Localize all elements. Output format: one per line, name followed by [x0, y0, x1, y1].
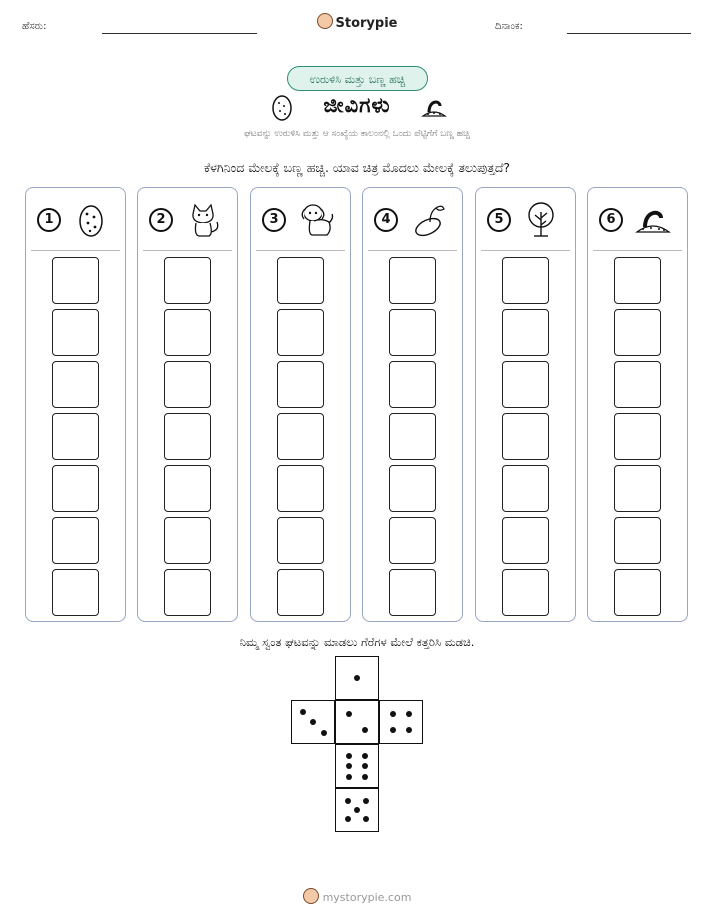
pip: [406, 727, 412, 733]
color-box[interactable]: [164, 569, 211, 616]
pip: [354, 675, 360, 681]
column-6: [587, 187, 688, 622]
color-box[interactable]: [164, 257, 211, 304]
color-box[interactable]: [614, 517, 661, 564]
column-number: 1: [37, 208, 61, 232]
brand-name: Storypie: [335, 16, 398, 31]
column-2: [137, 187, 238, 622]
color-box[interactable]: [502, 361, 549, 408]
page-title: [0, 93, 714, 118]
color-box[interactable]: [277, 361, 324, 408]
pip: [300, 709, 306, 715]
color-box[interactable]: [277, 413, 324, 460]
color-box[interactable]: [52, 309, 99, 356]
color-box[interactable]: [164, 413, 211, 460]
bear-logo-icon: [303, 888, 319, 904]
color-box[interactable]: [614, 413, 661, 460]
pip: [363, 798, 369, 804]
color-box[interactable]: [502, 413, 549, 460]
column-1: [25, 187, 126, 622]
seed-sprout-icon: [408, 200, 448, 240]
color-box[interactable]: [164, 309, 211, 356]
egg-icon: [270, 93, 294, 123]
color-box[interactable]: [502, 257, 549, 304]
color-box[interactable]: [614, 569, 661, 616]
pip: [362, 763, 368, 769]
column-divider: [481, 250, 570, 251]
color-box[interactable]: [614, 465, 661, 512]
pip: [362, 774, 368, 780]
worm-icon: [420, 94, 448, 120]
column-divider: [143, 250, 232, 251]
color-box[interactable]: [614, 309, 661, 356]
pip: [363, 816, 369, 822]
column-number: 4: [374, 208, 398, 232]
column-number: 5: [487, 208, 511, 232]
color-box[interactable]: [164, 517, 211, 564]
color-box[interactable]: [614, 361, 661, 408]
color-box[interactable]: [502, 517, 549, 564]
column-divider: [256, 250, 345, 251]
topic-pill: ಉರುಳಿಸಿ ಮತ್ತು ಬಣ್ಣ ಹಚ್ಚಿ: [287, 66, 428, 91]
name-label: ಹೆಸರು:: [22, 21, 47, 32]
question: ಕೆಳಗಿನಿಂದ ಮೇಲಕ್ಕೆ ಬಣ್ಣ ಹಚ್ಚಿ. ಯಾವ ಚಿತ್ರ ಮೊದಲು ಮೇಲಕ್ಕೆ ತಲುಪುತ್ತದೆ?: [203, 160, 511, 175]
pip: [321, 730, 327, 736]
column-number: 3: [262, 208, 286, 232]
die-face-5: [335, 788, 379, 832]
color-box[interactable]: [52, 569, 99, 616]
color-box[interactable]: [389, 517, 436, 564]
column-divider: [31, 250, 120, 251]
color-box[interactable]: [389, 361, 436, 408]
column-number: 2: [149, 208, 173, 232]
color-box[interactable]: [52, 413, 99, 460]
page-title-text: ಜೀವಿಗಳು: [323, 93, 391, 117]
tree-icon: [521, 200, 561, 240]
color-box[interactable]: [52, 361, 99, 408]
pip: [354, 807, 360, 813]
color-box[interactable]: [52, 257, 99, 304]
color-box[interactable]: [614, 257, 661, 304]
die-instructions: ನಿಮ್ಮ ಸ್ವಂತ ಘಟವನ್ನು ಮಾಡಲು ಗೆರೆಗಳ ಮೇಲೆ ಕತ್ತರಿಸಿ ಮಡಚಿ.: [239, 635, 475, 649]
pip: [406, 711, 412, 717]
color-box[interactable]: [277, 569, 324, 616]
color-box[interactable]: [164, 361, 211, 408]
color-box[interactable]: [389, 569, 436, 616]
footer-url: mystorypie.com: [322, 891, 412, 904]
column-5: [475, 187, 576, 622]
pip: [362, 727, 368, 733]
die-face-4: [379, 700, 423, 744]
date-label: ದಿನಾಂಕ:: [495, 21, 523, 32]
color-box[interactable]: [502, 309, 549, 356]
brand-logo: [0, 13, 714, 31]
color-box[interactable]: [502, 465, 549, 512]
footer: [0, 888, 714, 904]
column-4: [362, 187, 463, 622]
pip: [346, 763, 352, 769]
color-box[interactable]: [277, 517, 324, 564]
color-box[interactable]: [389, 413, 436, 460]
pip: [345, 816, 351, 822]
subtitle: ಘಟವನ್ನು ಉರುಳಿಸಿ ಮತ್ತು ಆ ಸಂಖ್ಯೆಯ ಕಾಲಂನಲ್ಲಿ ಒಂದು ಪೆಟ್ಟಿಗೆಗೆ ಬಣ್ಣ ಹಚ್ಚಿ: [244, 129, 470, 139]
column-3: [250, 187, 351, 622]
color-box[interactable]: [52, 517, 99, 564]
worm-icon: [633, 200, 673, 240]
pip: [310, 719, 316, 725]
die-face-2: [335, 700, 379, 744]
color-box[interactable]: [277, 257, 324, 304]
pip: [346, 774, 352, 780]
color-box[interactable]: [389, 309, 436, 356]
die-face-1: [335, 656, 379, 700]
egg-icon: [71, 200, 111, 240]
pip: [346, 753, 352, 759]
date-line[interactable]: [567, 33, 691, 34]
column-divider: [593, 250, 682, 251]
pip: [390, 711, 396, 717]
pip: [362, 753, 368, 759]
color-box[interactable]: [277, 309, 324, 356]
pip: [390, 727, 396, 733]
color-box[interactable]: [389, 465, 436, 512]
color-box[interactable]: [164, 465, 211, 512]
pip: [345, 798, 351, 804]
column-divider: [368, 250, 457, 251]
puppy-icon: [296, 200, 336, 240]
bear-logo-icon: [317, 13, 333, 29]
die-face-6: [335, 744, 379, 788]
die-face-3: [291, 700, 335, 744]
pip: [346, 711, 352, 717]
name-line[interactable]: [102, 33, 257, 34]
kitten-icon: [183, 200, 223, 240]
color-box[interactable]: [277, 465, 324, 512]
column-number: 6: [599, 208, 623, 232]
color-box[interactable]: [52, 465, 99, 512]
color-box[interactable]: [389, 257, 436, 304]
color-box[interactable]: [502, 569, 549, 616]
